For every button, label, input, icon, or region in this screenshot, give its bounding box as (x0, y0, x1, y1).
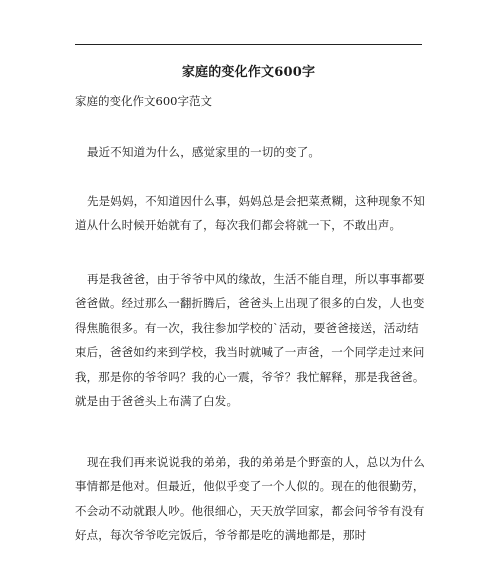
paragraph-2: 先是妈妈，不知道因什么事，妈妈总是会把菜煮糊，这种现象不知道从什么时候开始就有了，每次我们都会将就一下，不敢出声。 (75, 194, 425, 233)
document-subtitle: 家庭的变化作文600字范文 (75, 94, 212, 108)
paragraph-1: 最近不知道为什么，感觉家里的一切的变了。 (87, 145, 320, 159)
paragraph-4: 现在我们再来说说我的弟弟，我的弟弟是个野蛮的人，总以为什么事情都是他对。但最近，他似乎变了一个人似的。现在的他很勤劳，不会动不动就跟人吵。他很细心，天天放学回家，都会问爷爷有没有好点，每次爷爷吃完饭后，爷爷都是吃的满地都是，那时 (75, 455, 425, 543)
paragraph-3: 再是我爸爸，由于爷爷中风的缘故，生活不能自理，所以事事都要爸爸做。经过那么一翻折腾后，爸爸头上出现了很多的白发，人也变得焦脆很多。有一次，我往参加学校的`活动，要爸爸接送，活动结束后，爸爸如约来到学校，我当时就喊了一声爸，一个同学走过来问我，那是你的爷爷吗？我的心一震，爷爷？我忙解释，那是我爸爸。就是由于爸爸头上布满了白发。 (75, 272, 425, 409)
document-title: 家庭的变化作文600字 (181, 65, 316, 80)
header-rule (75, 44, 422, 45)
